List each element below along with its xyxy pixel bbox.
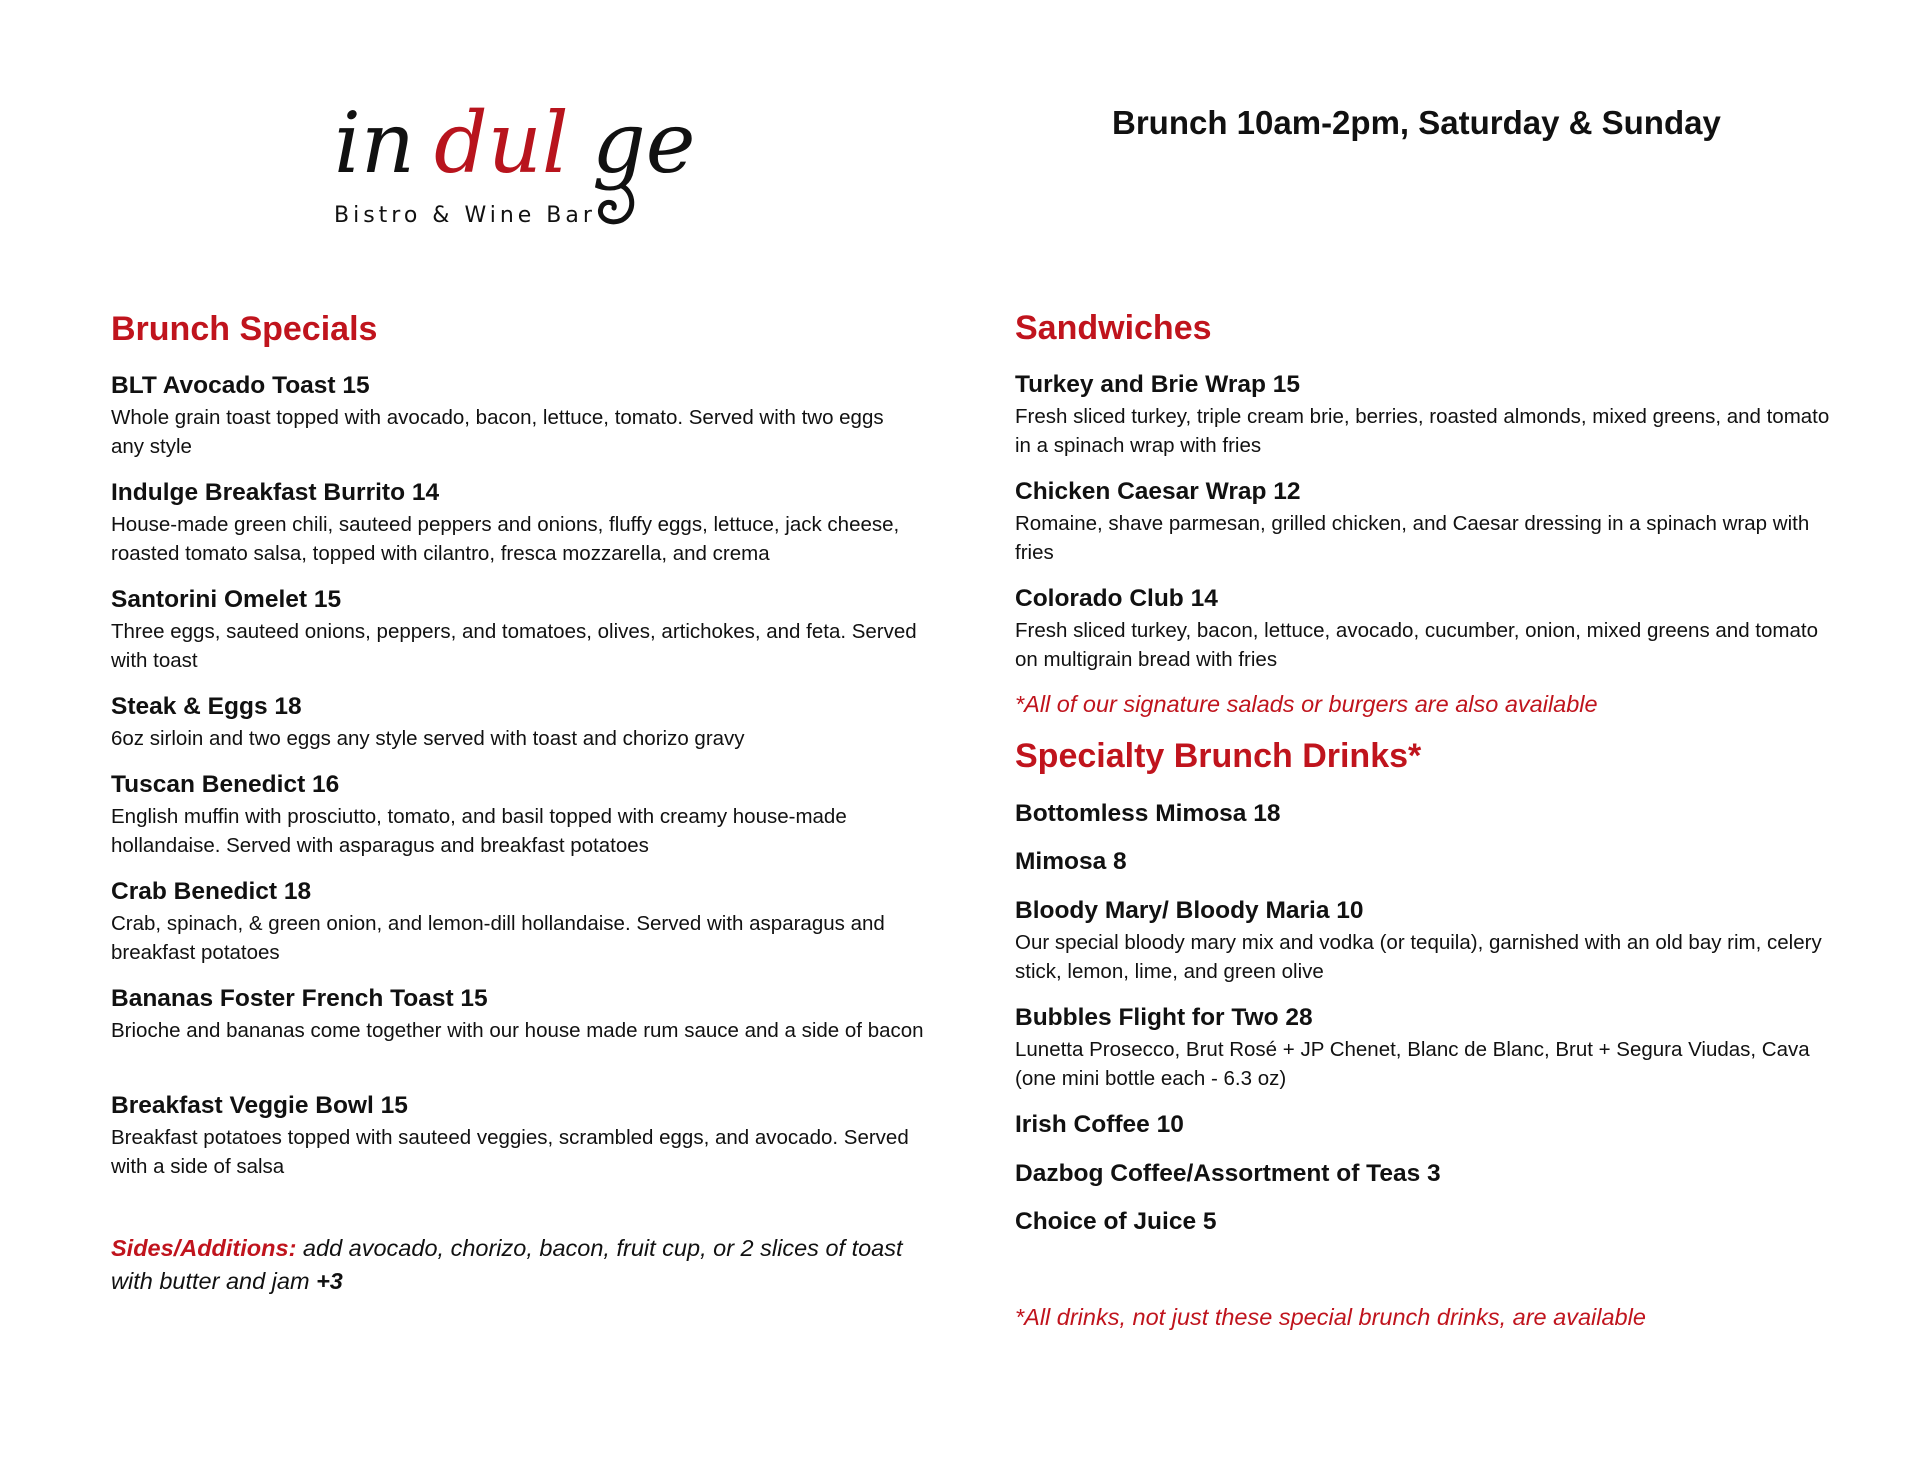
sides-text: add avocado, chorizo, bacon, fruit cup, or 2 slices of toast with butter and jam bbox=[111, 1235, 903, 1294]
menu-item-name: Choice of Juice 5 bbox=[1015, 1208, 1217, 1235]
menu-item-desc: Brioche and bananas come together with our house made rum sauce and a side of bacon bbox=[111, 1019, 924, 1042]
svg-text:in: in bbox=[334, 94, 415, 192]
menu-item-name: Bubbles Flight for Two 28 bbox=[1015, 1004, 1313, 1031]
drinks-title: Specialty Brunch Drinks* bbox=[1015, 737, 1422, 775]
menu-item-desc: Three eggs, sauteed onions, peppers, and tomatoes, olives, artichokes, and feta. Served with toast bbox=[111, 620, 917, 672]
menu-item-desc: Romaine, shave parmesan, grilled chicken, and Caesar dressing in a spinach wrap with fries bbox=[1015, 512, 1810, 564]
sides-additions bbox=[111, 1232, 931, 1298]
menu-item-desc: Lunetta Prosecco, Brut Rosé + JP Chenet, Blanc de Blanc, Brut + Segura Viudas, Cava (one mini bottle each - 6.3 oz) bbox=[1015, 1038, 1810, 1090]
menu-item-desc: Whole grain toast topped with avocado, bacon, lettuce, tomato. Served with two eggs any style bbox=[111, 406, 884, 458]
menu-item-name: Dazbog Coffee/Assortment of Teas 3 bbox=[1015, 1160, 1441, 1187]
menu-item-name: Tuscan Benedict 16 bbox=[111, 771, 340, 798]
menu-item-name: Colorado Club 14 bbox=[1015, 585, 1218, 612]
menu-item-desc: Crab, spinach, & green onion, and lemon-dill hollandaise. Served with asparagus and breakfast potatoes bbox=[111, 912, 885, 964]
brunch-hours: Brunch 10am-2pm, Saturday & Sunday bbox=[1112, 104, 1721, 141]
svg-text:dul: dul bbox=[434, 94, 569, 192]
menu-item-name: Breakfast Veggie Bowl 15 bbox=[111, 1092, 408, 1119]
menu-item-desc: Breakfast potatoes topped with sauteed veggies, scrambled eggs, and avocado. Served with a side of salsa bbox=[111, 1126, 909, 1178]
sandwiches-title: Sandwiches bbox=[1015, 309, 1212, 347]
brunch-specials-title: Brunch Specials bbox=[111, 310, 378, 348]
menu-item-name: Crab Benedict 18 bbox=[111, 878, 312, 905]
menu-item-desc: Our special bloody mary mix and vodka (or tequila), garnished with an old bay rim, celery stick, lemon, lime, and green olive bbox=[1015, 931, 1822, 983]
menu-item-name: Turkey and Brie Wrap 15 bbox=[1015, 371, 1301, 398]
menu-item-name: Indulge Breakfast Burrito 14 bbox=[111, 479, 440, 506]
menu-item-name: Mimosa 8 bbox=[1015, 848, 1127, 875]
menu-item-desc: 6oz sirloin and two eggs any style served with toast and chorizo gravy bbox=[111, 727, 745, 750]
menu-item-desc: Fresh sliced turkey, bacon, lettuce, avocado, cucumber, onion, mixed greens and tomato on multigrain bread with fries bbox=[1015, 619, 1818, 671]
svg-text:ge: ge bbox=[592, 94, 696, 192]
sides-price: +3 bbox=[316, 1268, 343, 1294]
menu-item-name: BLT Avocado Toast 15 bbox=[111, 372, 370, 399]
sandwiches-note: *All of our signature salads or burgers are also available bbox=[1015, 691, 1598, 717]
menu-item-name: Bloody Mary/ Bloody Maria 10 bbox=[1015, 897, 1364, 924]
menu-item-name: Bananas Foster French Toast 15 bbox=[111, 985, 488, 1012]
menu-item-name: Steak & Eggs 18 bbox=[111, 693, 302, 720]
menu-item-name: Santorini Omelet 15 bbox=[111, 586, 342, 613]
drinks-note: *All drinks, not just these special brunch drinks, are available bbox=[1015, 1304, 1646, 1330]
menu-item-name: Irish Coffee 10 bbox=[1015, 1111, 1184, 1138]
sides-label: Sides/Additions: bbox=[111, 1235, 297, 1261]
menu-item-name: Bottomless Mimosa 18 bbox=[1015, 800, 1281, 827]
menu-item-desc: Fresh sliced turkey, triple cream brie, berries, roasted almonds, mixed greens, and tomato in a spinach wrap with fries bbox=[1015, 405, 1830, 457]
menu-item-name: Chicken Caesar Wrap 12 bbox=[1015, 478, 1301, 505]
logo-subtitle: Bistro & Wine Bar bbox=[334, 203, 596, 228]
menu-item-desc: House-made green chili, sauteed peppers and onions, fluffy eggs, lettuce, jack cheese, roasted tomato salsa, topped with cilantro, fresca mozzarella, and crema bbox=[111, 513, 900, 565]
menu-item-desc: English muffin with prosciutto, tomato, and basil topped with creamy house-made hollandaise. Served with asparagus and breakfast potatoes bbox=[111, 805, 847, 857]
indulge-logo bbox=[330, 74, 710, 234]
